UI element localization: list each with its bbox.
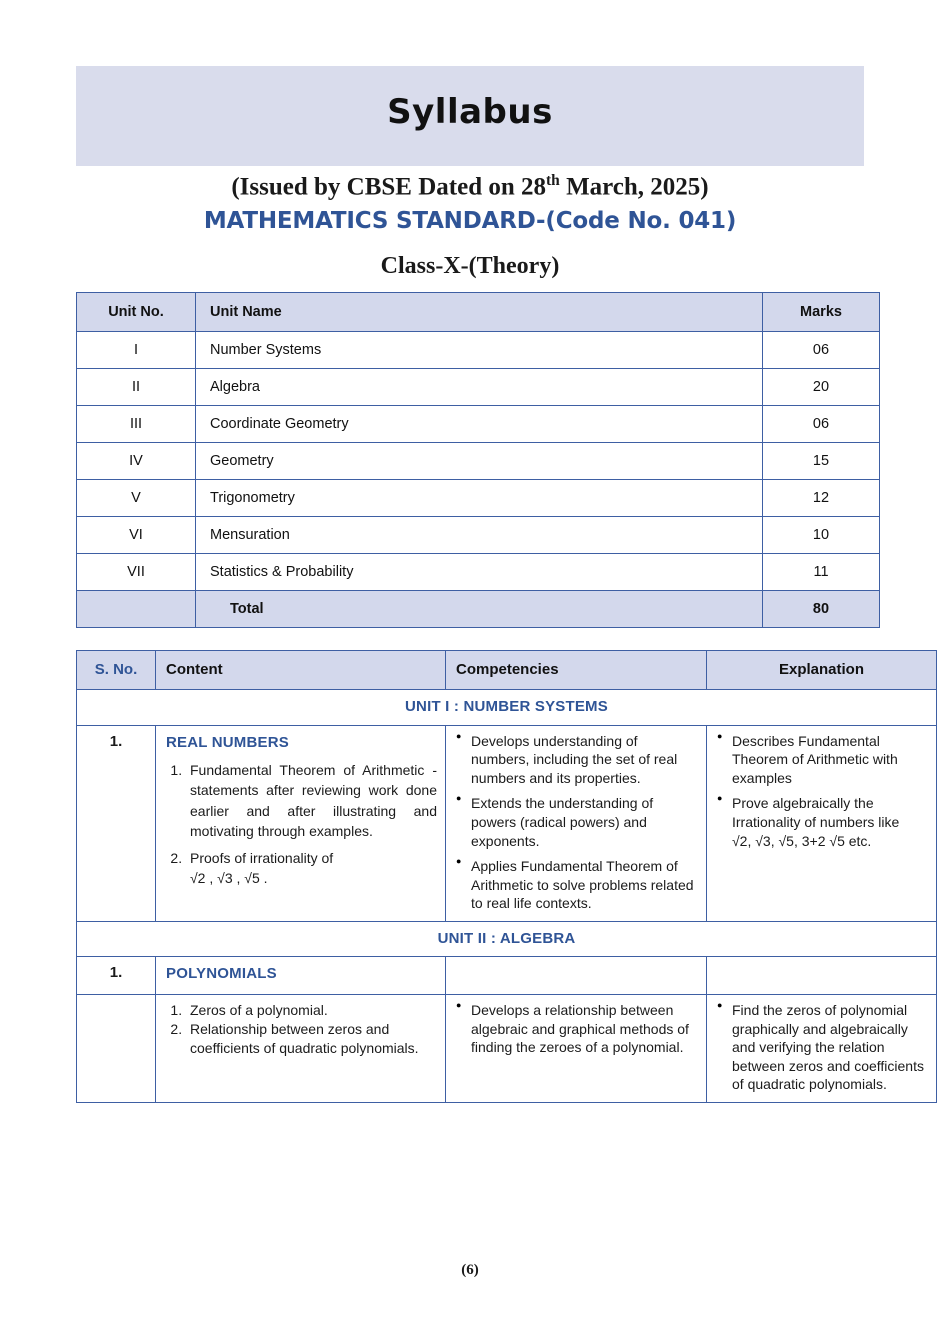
units-header-marks: Marks [763, 293, 880, 332]
explanation-cell-polynomials [707, 994, 937, 1102]
table-row [77, 406, 880, 443]
unit-name-cell: Statistics & Probability [196, 554, 763, 591]
table-row [77, 957, 937, 995]
competencies-cell-polynomials-title [446, 957, 707, 995]
list-item-text: Prove algebraically the Irrationality of numbers like [732, 795, 900, 830]
competencies-cell-polynomials [446, 994, 707, 1102]
table-row [77, 994, 937, 1102]
detail-header-competencies: Competencies [446, 651, 707, 690]
list-item [186, 848, 437, 889]
unit-marks-cell: 20 [763, 369, 880, 406]
unit-no-cell: II [77, 369, 196, 406]
list-item: ● Develops a relationship between algebraic and graphical methods of finding the zeroes of a polynomial. [471, 1001, 698, 1057]
unit-name-cell: Algebra [196, 369, 763, 406]
unit-no-cell: IV [77, 443, 196, 480]
issued-by-line [0, 172, 940, 201]
table-row [77, 443, 880, 480]
unit-name-cell: Coordinate Geometry [196, 406, 763, 443]
total-spacer-cell [77, 591, 196, 628]
unit-band-row-unit1 [77, 690, 937, 726]
units-header-unit-name: Unit Name [196, 293, 763, 332]
issued-by-text: (Issued by CBSE Dated on 28 [231, 173, 547, 201]
explanation-cell-polynomials-title [707, 957, 937, 995]
unit-name-cell: Number Systems [196, 332, 763, 369]
list-item: ● Extends the understanding of powers (radical powers) and exponents. [471, 794, 698, 850]
list-item: ● Develops understanding of numbers, including the set of real numbers and its properties. [471, 732, 698, 788]
issued-by-tail: March, 2025) [559, 173, 709, 201]
content-cell-real-numbers [156, 725, 446, 921]
unit-no-cell: VII [77, 554, 196, 591]
class-heading: Class-X-(Theory) [380, 253, 560, 279]
page-number-footer: (6) [461, 1262, 479, 1278]
list-item: ● Applies Fundamental Theorem of Arithmetic to solve problems related to real life contexts. [471, 857, 698, 913]
list-item: ● Describes Fundamental Theorem of Arithmetic with examples [732, 732, 928, 788]
content-numbered-list [164, 1001, 437, 1057]
explanation-radicals: √2, √3, √5, 3+2 √5 etc. [732, 832, 872, 849]
table-row [77, 480, 880, 517]
explanation-bullet-list [715, 1001, 928, 1094]
row-serial-number-empty [77, 994, 156, 1102]
units-header-unit-no: Unit No. [77, 293, 196, 332]
unit-name-cell: Trigonometry [196, 480, 763, 517]
content-numbered-list [164, 760, 437, 889]
explanation-cell-real-numbers [707, 725, 937, 921]
unit-marks-cell: 11 [763, 554, 880, 591]
unit-band-label-unit1: UNIT I : NUMBER SYSTEMS [77, 690, 937, 726]
detail-header-content: Content [156, 651, 446, 690]
issued-ordinal-suffix: th [546, 172, 560, 189]
list-item: 1. Fundamental Theorem of Arithmetic - statements after reviewing work done earlier and after illustrating and motivating through examples. [186, 760, 437, 841]
table-row [77, 332, 880, 369]
list-item: 1. Zeros of a polynomial. [186, 1001, 437, 1019]
unit-band-row-unit2 [77, 921, 937, 957]
unit-marks-cell: 15 [763, 443, 880, 480]
table-row [77, 554, 880, 591]
unit-marks-cell: 12 [763, 480, 880, 517]
units-marks-table [76, 292, 880, 628]
content-radicals: √2 , √3 , √5 . [190, 870, 268, 887]
detail-table-header-row [77, 651, 937, 690]
content-cell-polynomials-title [156, 957, 446, 995]
unit-no-cell: I [77, 332, 196, 369]
syllabus-detail-table [76, 650, 937, 1103]
detail-header-explanation: Explanation [707, 651, 937, 690]
title-banner [76, 66, 864, 166]
units-total-row [77, 591, 880, 628]
unit-marks-cell: 10 [763, 517, 880, 554]
table-row [77, 517, 880, 554]
unit-marks-cell: 06 [763, 332, 880, 369]
competencies-cell-real-numbers [446, 725, 707, 921]
table-row [77, 369, 880, 406]
total-marks-cell: 80 [763, 591, 880, 628]
total-label-cell: Total [196, 591, 763, 628]
competencies-bullet-list [454, 1001, 698, 1057]
units-table-header-row [77, 293, 880, 332]
list-item [732, 794, 928, 850]
list-item: ● Find the zeros of polynomial graphically and algebraically and verifying the relation between zeros and coefficients of quadratic polynomials. [732, 1001, 928, 1094]
unit-name-cell: Mensuration [196, 517, 763, 554]
unit-no-cell: V [77, 480, 196, 517]
list-item: 2. Relationship between zeros and coefficients of quadratic polynomials. [186, 1020, 437, 1057]
unit-band-label-unit2: UNIT II : ALGEBRA [77, 921, 937, 957]
list-item-text: Proofs of irrationality of [190, 850, 334, 867]
content-cell-polynomials [156, 994, 446, 1102]
unit-no-cell: III [77, 406, 196, 443]
table-row [77, 725, 937, 921]
subject-code-heading: MATHEMATICS STANDARD-(Code No. 041) [203, 208, 737, 234]
topic-title-polynomials: POLYNOMIALS [166, 965, 277, 983]
row-serial-number: 1. [77, 725, 156, 921]
unit-no-cell: VI [77, 517, 196, 554]
topic-title-real-numbers: REAL NUMBERS [166, 733, 289, 751]
page-title: Syllabus [387, 92, 553, 132]
unit-name-cell: Geometry [196, 443, 763, 480]
row-serial-number: 1. [77, 957, 156, 995]
explanation-bullet-list [715, 732, 928, 851]
competencies-bullet-list [454, 732, 698, 913]
unit-marks-cell: 06 [763, 406, 880, 443]
detail-header-sno: S. No. [77, 651, 156, 690]
